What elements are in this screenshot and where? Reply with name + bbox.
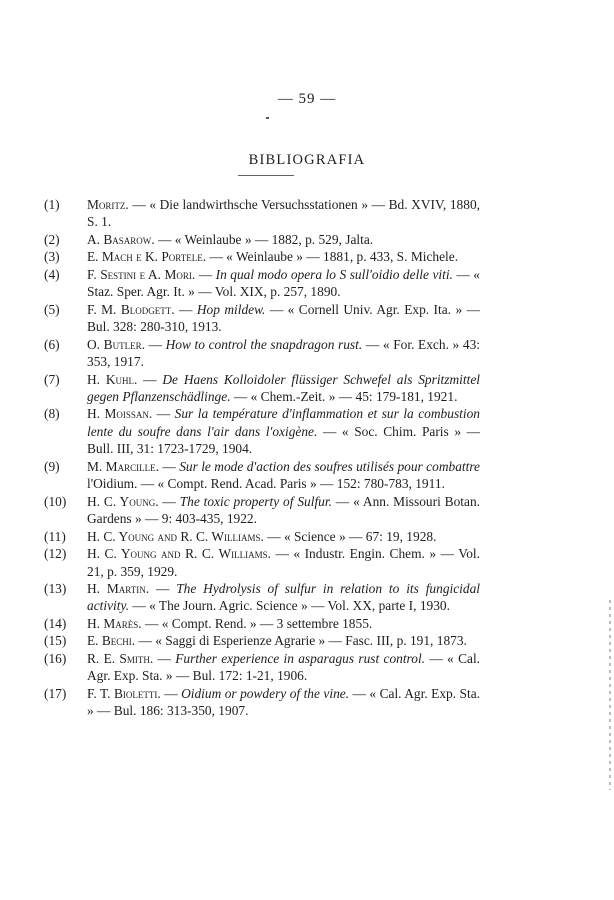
entry-number: (15) [44,633,67,649]
entry-citation-text: — [152,406,175,422]
entry-number: (12) [44,546,67,562]
entry-work-title: Further experience in asparagus rust control. [175,650,426,666]
entry-author: R. E. Smith. [87,650,154,666]
entry-citation-text: — [158,493,180,509]
bibliography-entry [44,580,480,615]
entry-author: O. Butler. [87,336,145,352]
entry-citation-text: — [137,371,163,387]
entry-work-title: De Haens Kolloidoler flüssiger Schwefel als Spritzmittel gegen Pflanzenschädlinge. [87,371,480,404]
bibliography-entry [44,615,480,632]
entry-author: H. C. Young. [87,493,159,509]
entry-citation-text: — « Die landwirthsche Versuchsstationen » — Bd. XVIV, 1880, S. 1. [87,197,480,230]
page-number: — 59 — [277,91,337,107]
entry-author: H. Moissan. [87,406,153,422]
entry-work-title: The toxic property of Sulfur. [179,493,332,509]
entry-number: (4) [44,266,60,282]
title-underline [238,175,294,176]
entry-number: (13) [44,580,67,596]
entry-citation-text: l'Oidium. — « Compt. Rend. Acad. Paris » — 152: 780-783, 1911. [87,476,445,492]
entry-citation-text: — « Weinlaube » — 1882, p. 529, Jalta. [154,231,374,247]
entry-number: (9) [44,458,60,474]
bibliography-list [44,196,480,720]
entry-number: (6) [44,336,60,352]
bibliography-entry [44,231,480,248]
entry-number: (11) [44,528,66,544]
entry-work-title: Sur le mode d'action des soufres utilisés pour combattre [179,458,480,474]
entry-citation-text: — « Chem.-Zeit. » — 45: 179-181, 1921. [230,388,458,404]
bibliography-entry [44,528,480,545]
bibliography-entry [44,196,480,231]
entry-citation-text: — « Cal. Agr. Exp. Sta. » — Bul. 186: 313-350, 1907. [87,685,480,719]
scan-edge-marks [609,600,611,790]
entry-author: Moritz. [87,197,129,212]
entry-author: H. Marès. [87,615,142,631]
bibliography-entry [44,458,480,493]
entry-citation-text: — [153,650,176,666]
entry-author: M. Marcille. [87,458,159,474]
bibliography-entry [44,371,480,406]
entry-author: H. C. Young and R. C. Williams. [87,546,271,562]
entry-author: F. T. Bioletti. [87,685,161,701]
entry-citation-text: — « The Journ. Agric. Science » — Vol. XX, parte I, 1930. [129,598,450,614]
section-title: BIBLIOGRAFIA [248,152,366,168]
bibliography-entry [44,336,480,371]
entry-number: (7) [44,371,60,387]
entry-citation-text: — « Science » — 67: 19, 1928. [263,528,437,544]
entry-work-title: The Hydrolysis of sulfur in relation to its fungicidal activity. [87,580,481,614]
entry-number: (16) [44,650,67,666]
entry-citation-text: — « Cal. Agr. Exp. Sta. » — Bul. 172: 1-21, 1906. [87,650,481,684]
entry-author: F. M. Blodgett. [87,301,175,317]
entry-number: (5) [44,301,60,317]
entry-citation-text: — [195,266,216,282]
entry-citation-text: — [149,580,177,596]
entry-citation-text: — « Weinlaube » — 1881, p. 433, S. Michele. [206,249,459,265]
entry-work-title: In qual modo opera lo S sull'oidio delle viti. [215,266,453,282]
bibliography-entry [44,632,480,649]
entry-citation-text: — [174,301,197,317]
entry-author: E. Mach e K. Portele. [87,249,207,265]
bibliography-entry [44,248,480,265]
entry-number: (17) [44,685,67,701]
entry-author: E. Bechi. [87,633,136,649]
bibliography-entry [44,493,480,528]
entry-work-title: Sur la température d'inflammation et sur la combustion lente du soufre dans l'air dans l'oxigène. [87,406,480,439]
entry-number: (14) [44,615,67,631]
entry-number: (2) [44,231,60,247]
entry-number: (3) [44,249,60,265]
entry-citation-text: — [158,458,180,474]
entry-number: (1) [44,197,60,212]
entry-citation-text: — « Staz. Sper. Agr. It. » — Vol. XIX, p. 257, 1890. [87,266,480,300]
bibliography-entry [44,266,480,301]
bibliography-entry [44,301,480,336]
entry-author: H. C. Young and R. C. Williams. [87,528,264,544]
bibliography-entry [44,545,480,580]
entry-author: A. Basarow. [87,231,155,247]
entry-number: (10) [44,493,67,509]
entry-citation-text: — « Soc. Chim. Paris » — Bull. III, 31: 1723-1729, 1904. [87,423,480,457]
entry-citation-text: — « Saggi di Esperienze Agrarie » — Fasc. III, p. 191, 1873. [135,633,467,649]
entry-number: (8) [44,406,60,422]
entry-citation-text: — « Compt. Rend. » — 3 settembre 1855. [141,615,373,631]
entry-citation-text: — [160,685,182,701]
entry-citation-text: — « Industr. Engin. Chem. » — Vol. 21, p. 359, 1929. [87,546,480,579]
bibliography-entry [44,650,480,685]
ink-speck [266,117,269,119]
entry-author: H. Martin. [87,580,150,596]
entry-work-title: How to control the snapdragon rust. [165,336,363,352]
entry-author: F. Sestini e A. Mori. [87,266,196,282]
entry-citation-text: — « For. Exch. » 43: 353, 1917. [87,336,480,370]
entry-citation-text: — [144,336,166,352]
entry-work-title: Oidium or powdery of the vine. [181,685,350,701]
entry-work-title: Hop mildew. [196,301,266,317]
entry-author: H. Kuhl. [87,371,138,387]
bibliography-entry [44,685,480,720]
entry-citation-text: — « Ann. Missouri Botan. Gardens » — 9: 403-435, 1922. [87,493,480,527]
entry-citation-text: — « Cornell Univ. Agr. Exp. Ita. » — Bul. 328: 280-310, 1913. [87,301,480,335]
bibliography-entry [44,405,480,457]
